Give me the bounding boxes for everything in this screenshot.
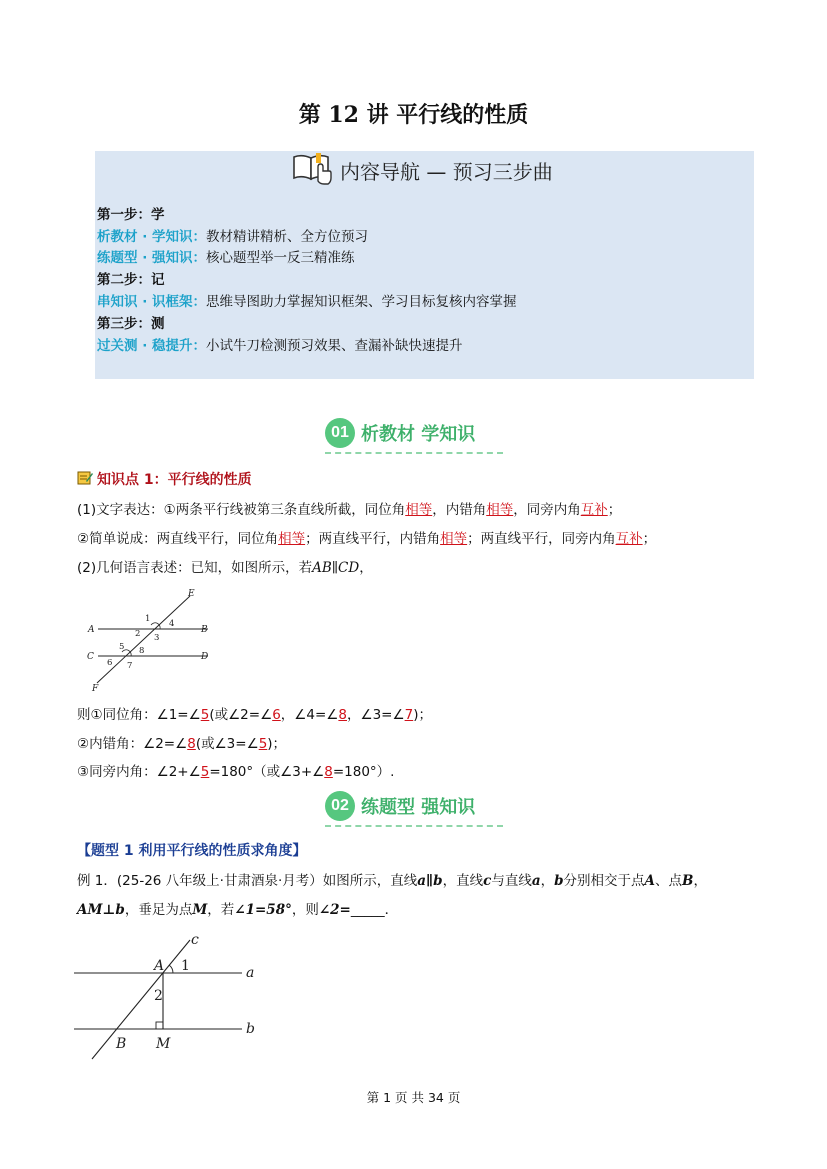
angle-1: 1 — [145, 614, 151, 624]
problem-type-title: 【题型 1 利用平行线的性质求角度】 — [77, 843, 307, 859]
section-badge-01 — [325, 418, 475, 448]
nav-row-2: 练题型 · 强知识：核心题型举一反三精准练 — [97, 250, 355, 266]
label-F: F — [92, 684, 99, 694]
step2-label: 第二步：记 — [97, 272, 165, 288]
knowledge-line-3: (2)几何语言表述：已知，如图所示，若AB∥CD， — [77, 560, 373, 576]
angle-2: 2 — [135, 629, 141, 639]
relation-corresponding: 则①同位角：∠1=∠5(或∠2=∠6，∠4=∠8，∠3=∠7)； — [77, 707, 432, 723]
section-label: 析教材 学知识 — [361, 424, 476, 445]
knowledge-line-2: ②简单说成：两直线平行，同位角相等；两直线平行，内错角相等；两直线平行，同旁内角互补； — [77, 531, 657, 547]
angle-6: 6 — [107, 658, 113, 668]
parallel-lines-figure — [80, 588, 220, 696]
example-figure — [70, 928, 270, 1080]
answer-blank[interactable]: _____ — [350, 902, 385, 918]
label-a: a — [246, 965, 255, 981]
navigation-header — [290, 152, 553, 188]
angle-5: 5 — [119, 642, 125, 652]
label-B: B — [116, 1036, 127, 1052]
label-A: A — [154, 958, 165, 974]
section-label: 练题型 强知识 — [361, 797, 476, 818]
page-footer: 第 1 页 共 34 页 — [366, 1090, 461, 1105]
section-badge-02 — [325, 791, 475, 821]
page-title: 第 12 讲 平行线的性质 — [298, 102, 529, 128]
example-1-line-1: 例 1．(25-26 八年级上·甘肃酒泉·月考）如图所示，直线a∥b，直线c与直线a，b分别相交于点A、点B， — [77, 873, 707, 889]
angle-4: 4 — [169, 619, 175, 629]
example-1-line-2: AM⊥b，垂足为点M，若∠1=58°，则∠2=_____． — [77, 902, 399, 918]
notebook-pencil-icon — [77, 470, 93, 489]
label-A: A — [88, 625, 95, 635]
step3-label: 第三步：测 — [97, 316, 165, 332]
section-underline — [325, 825, 503, 827]
angle-2: 2 — [154, 988, 163, 1004]
relation-co-interior: ③同旁内角：∠2+∠5=180°（或∠3+∠8=180°）. — [77, 764, 395, 780]
section-underline — [325, 452, 503, 454]
label-B: B — [201, 625, 208, 635]
nav-row-3: 串知识 · 识框架：思维导图助力掌握知识框架、学习目标复核内容掌握 — [97, 294, 517, 310]
angle-8: 8 — [139, 646, 145, 656]
section-number: 02 — [325, 791, 355, 821]
section-number: 01 — [325, 418, 355, 448]
angle-7: 7 — [127, 661, 133, 671]
angle-3: 3 — [154, 633, 160, 643]
nav-row-1: 析教材 · 学知识：教材精讲精析、全方位预习 — [97, 229, 369, 245]
label-D: D — [201, 652, 209, 662]
label-C: C — [87, 652, 94, 662]
knowledge-point-title: 知识点 1：平行线的性质 — [77, 469, 252, 489]
label-b: b — [246, 1021, 255, 1037]
nav-row-4: 过关测 · 稳提升：小试牛刀检测预习效果、查漏补缺快速提升 — [97, 338, 463, 354]
knowledge-line-1: (1)文字表达：①两条平行线被第三条直线所截，同位角相等，内错角相等，同旁内角互补； — [77, 502, 622, 518]
relation-alternate: ②内错角：∠2=∠8(或∠3=∠5)； — [77, 736, 287, 752]
navigation-header-text: 内容导航 — 预习三步曲 — [340, 159, 553, 184]
step1-label: 第一步：学 — [97, 207, 165, 223]
label-E: E — [188, 589, 195, 599]
label-c: c — [191, 932, 199, 948]
angle-1: 1 — [181, 958, 190, 974]
label-M: M — [156, 1036, 171, 1052]
book-hand-icon — [290, 151, 334, 190]
